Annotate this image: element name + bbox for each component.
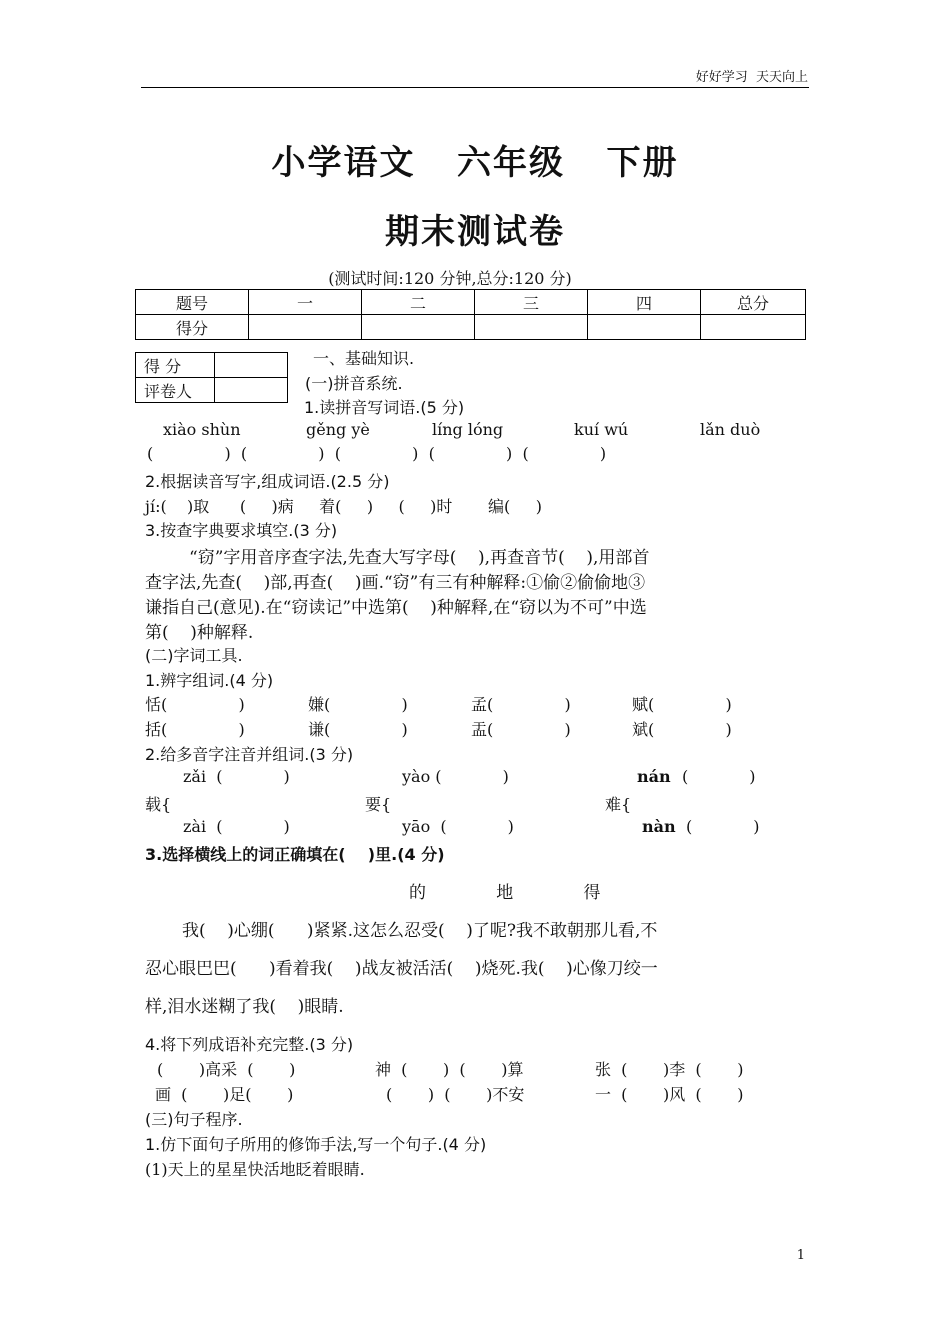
- idiom-item: ( )高采 ( ): [157, 1060, 296, 1079]
- pinyin-item: zǎi ( ): [183, 767, 290, 786]
- grader-name-cell[interactable]: [215, 378, 288, 403]
- grader-score-label: 得 分: [136, 353, 215, 378]
- score-cell[interactable]: [475, 315, 588, 340]
- word-item: 孟( ): [471, 695, 571, 714]
- question-title: 4.将下列成语补充完整.(3 分): [145, 1035, 354, 1054]
- score-table-row: [136, 315, 806, 340]
- pinyin-item: nàn: [642, 817, 676, 836]
- pinyin-blank: ( ): [686, 817, 760, 836]
- word-item: 恬( ): [145, 695, 245, 714]
- paragraph-line: 样,泪水迷糊了我( )眼睛.: [145, 997, 344, 1017]
- pinyin-item: kuí wú: [574, 420, 629, 439]
- question-title: 1.仿下面句子所用的修饰手法,写一个句子.(4 分): [145, 1135, 487, 1154]
- pinyin-item: zài ( ): [183, 817, 290, 836]
- word-item: 嫌( ): [308, 695, 408, 714]
- polyphone-char: 载{: [145, 795, 172, 814]
- score-header-cell: 二: [362, 290, 475, 315]
- header-motto: 好好学习 天天向上: [695, 70, 808, 85]
- question-title: 3.选择横线上的词正确填在( )里.(4 分): [145, 845, 445, 864]
- idiom-item: ( ) ( )不安: [386, 1085, 525, 1104]
- score-cell[interactable]: [588, 315, 701, 340]
- pinyin-item: yāo ( ): [402, 817, 514, 836]
- paragraph-line: 查字法,先查( )部,再查( )画.“窃”有三有种解释:①偷②偷偷地③: [145, 573, 646, 593]
- paragraph-line: 第( )种解释.: [145, 623, 254, 643]
- pinyin-item: líng lóng: [432, 420, 504, 439]
- answer-blanks[interactable]: ( ) ( ) ( ) ( ) ( ): [147, 444, 607, 463]
- page-number: 1: [796, 1248, 805, 1263]
- polyphone-char: 要{: [365, 795, 392, 814]
- word-item: 盂( ): [471, 720, 571, 739]
- section-heading: 一、基础知识.: [313, 349, 415, 368]
- score-row-label: 得分: [136, 315, 249, 340]
- score-header-cell: 一: [249, 290, 362, 315]
- pinyin-blank: ( ): [682, 767, 756, 786]
- idiom-item: 张 ( )李 ( ): [595, 1060, 744, 1079]
- exam-info: (测试时间:120 分钟,总分:120 分): [328, 269, 572, 288]
- pinyin-item: xiào shùn: [163, 420, 241, 439]
- question-title: 1.读拼音写词语.(5 分): [304, 398, 465, 417]
- pinyin-item: gěng yè: [306, 420, 370, 439]
- score-header-cell: 题号: [136, 290, 249, 315]
- question-title: 2.给多音字注音并组词.(3 分): [145, 745, 354, 764]
- header-rule: [141, 87, 809, 88]
- paragraph-line: 我( )心绷( )紧紧.这怎么忍受( )了呢?我不敢朝那儿看,不: [182, 921, 658, 941]
- paragraph-line: 谦指自己(意见).在“窃读记”中选第( )种解释,在“窃以为不可”中选: [145, 598, 647, 618]
- question-line: jí:( )取 ( )病 着( ) ( )时 编( ): [145, 497, 542, 516]
- score-cell[interactable]: [701, 315, 806, 340]
- question-title: 3.按查字典要求填空.(3 分): [145, 521, 338, 540]
- paragraph-line: “窃”字用音序查字法,先查大写字母( ),再查音节( ),用部首: [189, 548, 650, 568]
- idiom-item: 神 ( ) ( )算: [375, 1060, 524, 1079]
- subsection-heading: (三)句子程序.: [145, 1110, 243, 1129]
- score-cell[interactable]: [362, 315, 475, 340]
- pinyin-item: lǎn duò: [700, 420, 761, 439]
- score-header-cell: 三: [475, 290, 588, 315]
- question-title: 1.辨字组词.(4 分): [145, 671, 274, 690]
- grader-label: 评卷人: [136, 378, 215, 403]
- score-header-cell: 四: [588, 290, 701, 315]
- page-title: 小学语文 六年级 下册: [271, 143, 679, 183]
- word-choices: 的 地 得: [409, 883, 601, 903]
- pinyin-item: nán: [637, 767, 671, 786]
- score-header-cell: 总分: [701, 290, 806, 315]
- grader-table: [135, 352, 288, 403]
- grader-score-cell[interactable]: [215, 353, 288, 378]
- idiom-item: 一 ( )风 ( ): [595, 1085, 744, 1104]
- word-item: 赋( ): [632, 695, 732, 714]
- polyphone-char: 难{: [605, 795, 632, 814]
- paragraph-line: 忍心眼巴巴( )看着我( )战友被活活( )烧死.我( )心像刀绞一: [145, 959, 658, 979]
- page-subtitle-title: 期末测试卷: [385, 212, 565, 252]
- pinyin-item: yào ( ): [402, 767, 509, 786]
- subsection-heading: (一)拼音系统.: [305, 374, 403, 393]
- score-cell[interactable]: [249, 315, 362, 340]
- subsection-heading: (二)字词工具.: [145, 646, 243, 665]
- question-title: 2.根据读音写字,组成词语.(2.5 分): [145, 472, 390, 491]
- score-table: [135, 289, 806, 340]
- word-item: 斌( ): [632, 720, 732, 739]
- word-item: 括( ): [145, 720, 245, 739]
- score-table-header-row: [136, 290, 806, 315]
- word-item: 谦( ): [308, 720, 408, 739]
- example-sentence: (1)天上的星星快活地眨着眼睛.: [145, 1160, 365, 1179]
- idiom-item: 画 ( )足( ): [155, 1085, 294, 1104]
